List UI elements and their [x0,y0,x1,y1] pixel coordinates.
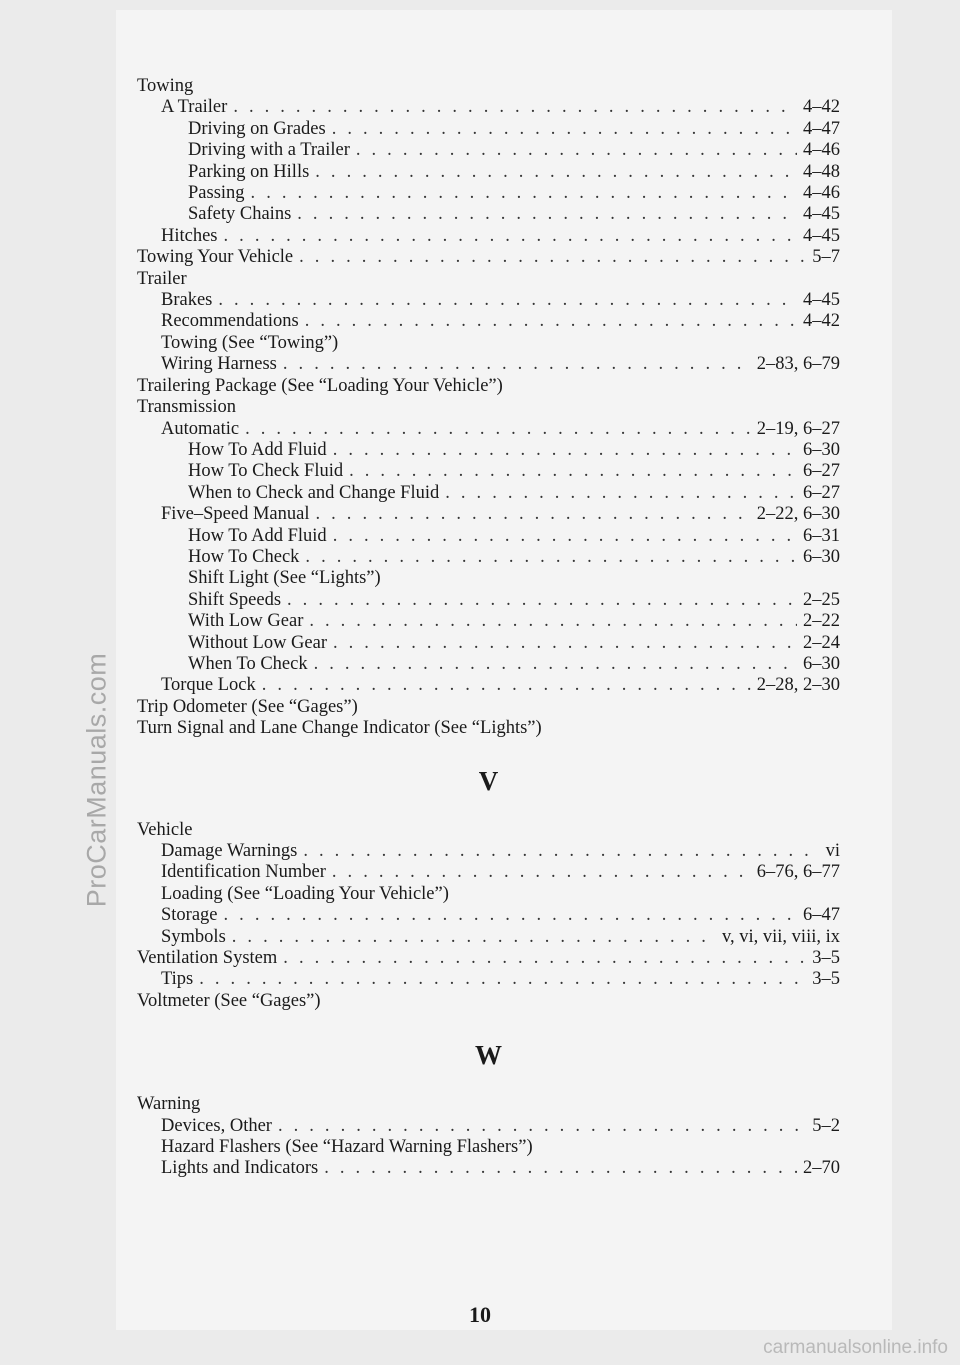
index-entry [137,290,840,311]
index-entry-label: Shift Speeds [188,589,282,610]
index-entry-page: 3–5 [812,969,840,990]
index-entry-page: 6–31 [803,525,840,546]
index-entry-page: 6–27 [803,461,840,482]
dot-leader [332,862,751,883]
index-entry [137,204,840,225]
section-letter-v: V [478,765,499,796]
index-entry-label: Towing (See “Towing”) [161,332,339,353]
dot-leader [297,204,797,225]
index-entry [137,376,840,397]
index-entry [137,969,840,990]
index-entry-label: Towing [137,76,194,96]
index-entry-page: 2–25 [803,589,840,610]
dot-leader [232,927,716,948]
dot-leader [314,654,797,675]
index-entry [137,440,840,461]
index-entry [137,905,840,926]
index-entry-page: 6–30 [803,439,840,460]
index-entry-label: Voltmeter (See “Gages”) [137,990,321,1011]
index-entry-label: Lights and Indicators [161,1158,319,1179]
index-entry-page: 4–48 [803,161,840,182]
index-entry-label: Automatic [161,418,240,439]
dot-leader [305,311,797,332]
index-entry-label: How To Check Fluid [188,461,344,482]
index-entry [137,504,840,525]
index-entry-label: Brakes [161,290,213,311]
index-entry [137,1158,840,1179]
watermark-procarmanuals: ProCarManuals.com [81,652,112,908]
index-entry-label: Safety Chains [188,204,292,225]
index-entry-page: vi [825,841,840,861]
index-entry-page: 6–30 [803,653,840,674]
index-entry [137,1137,840,1158]
index-entry-page: 2–70 [803,1158,840,1179]
index-entry-page: 6–47 [803,905,840,926]
index-entry [137,419,840,440]
index-entry [137,927,840,948]
index-entry-page: 4–45 [803,204,840,225]
index-entry [137,611,840,632]
index-entry-label: Towing Your Vehicle [137,247,294,268]
index-entry-label: How To Add Fluid [188,439,327,460]
index-entry-page: 6–27 [803,482,840,503]
index-entry-label: Warning [137,1094,201,1115]
index-entry-page: 5–2 [812,1115,840,1136]
index-entry-label: Driving with a Trailer [188,140,350,161]
index-entry [137,269,840,290]
dot-leader [315,162,797,183]
dot-leader [305,547,797,568]
dot-leader [218,290,797,311]
index-entry [137,633,840,654]
dot-leader [324,1158,797,1179]
index-entry-page: 3–5 [812,948,840,969]
index-entry-label: Parking on Hills [188,161,310,182]
index-entry-label: Torque Lock [161,675,256,696]
dot-leader [283,354,751,375]
index-entry [137,547,840,568]
index-entry-page: v, vi, vii, viii, ix [721,926,840,947]
index-entry-label: Identification Number [161,862,326,883]
index-entry-label: How To Add Fluid [188,525,327,546]
index-entry-label: How To Check [188,546,300,567]
index-entry-label: Damage Warnings [161,841,298,861]
index-entry [137,97,840,118]
dot-leader [251,183,797,204]
index-entry-label: Trailer [137,268,187,289]
index-entry-label: Driving on Grades [188,118,326,139]
dot-leader [233,97,797,118]
index-entry [137,862,840,883]
section-letter-w: W [475,1040,502,1071]
dot-leader [356,140,797,161]
index-entry [137,884,840,905]
index-entry-label: Hitches [161,225,218,246]
index-entry-page: 2–83, 6–79 [756,354,840,375]
index-entry-page: 2–22 [803,611,840,632]
dot-leader [332,119,797,140]
dot-leader [316,504,751,525]
index-entry-page: 6–30 [803,546,840,567]
index-entry [137,140,840,161]
index-entry [137,948,840,969]
dot-leader [333,526,797,547]
index-entry [137,354,840,375]
index-entry-label: Shift Light (See “Lights”) [188,568,381,589]
index-entry [137,333,840,354]
index-entry-label: Transmission [137,397,237,418]
index-entry-label: Five–Speed Manual [161,504,310,525]
dot-leader [333,633,797,654]
index-entry-page: 2–22, 6–30 [756,504,840,525]
dot-leader [333,440,797,461]
index-entry [137,1116,840,1137]
index-entry-label: Wiring Harness [161,354,277,375]
index-entry [137,183,840,204]
index-entry [137,590,840,611]
index-entry-label: When To Check [188,653,308,674]
dot-leader [287,590,797,611]
index-entry [137,841,840,862]
index-entry-page: 5–7 [812,247,840,268]
dot-leader [283,948,806,969]
index-entry-label: Hazard Flashers (See “Hazard Warning Flashers”) [161,1137,533,1158]
index-entry [137,461,840,482]
index-entry [137,654,840,675]
dot-leader [303,841,819,862]
index-entry [137,820,840,841]
index-entry [137,1094,840,1115]
index-entry-page: 2–24 [803,632,840,653]
index-entry-page: 2–28, 2–30 [756,675,840,696]
index-entry [137,119,840,140]
index-entry-page: 4–45 [803,225,840,246]
index-entry-label: Trailering Package (See “Loading Your Vehicle”) [137,375,503,396]
index-entry-label: Tips [161,969,194,990]
index-list [137,76,840,1180]
index-entry-label: Trip Odometer (See “Gages”) [137,696,358,717]
index-entry-page: 6–76, 6–77 [756,862,840,883]
index-entry [137,162,840,183]
index-entry [137,697,840,718]
dot-leader [245,419,751,440]
index-entry-label: Without Low Gear [188,632,327,653]
dot-leader [445,483,797,504]
index-entry-page: 4–46 [803,140,840,161]
index-entry [137,718,840,739]
index-entry-label: A Trailer [161,97,228,118]
index-entry [137,76,840,97]
dot-leader [224,905,797,926]
index-entry-label: With Low Gear [188,611,304,632]
index-entry-page: 2–19, 6–27 [756,418,840,439]
index-entry [137,483,840,504]
index-entry [137,311,840,332]
index-entry-label: Vehicle [137,819,193,840]
dot-leader [278,1116,806,1137]
index-entry [137,675,840,696]
index-entry [137,526,840,547]
index-entry-label: Turn Signal and Lane Change Indicator (See “Lights”) [137,718,542,739]
dot-leader [224,226,797,247]
index-entry-page: 4–42 [803,311,840,332]
dot-leader [262,675,751,696]
index-entry-label: Passing [188,183,245,204]
index-entry-label: Loading (See “Loading Your Vehicle”) [161,883,449,904]
index-entry [137,991,840,1012]
index-entry [137,247,840,268]
index-entry [137,397,840,418]
dot-leader [349,461,797,482]
index-entry [137,568,840,589]
index-entry-label: When to Check and Change Fluid [188,482,440,503]
index-entry-page: 4–46 [803,183,840,204]
index-entry-page: 4–45 [803,290,840,311]
index-entry-label: Devices, Other [161,1115,272,1136]
index-entry-label: Symbols [161,926,226,947]
index-entry-label: Storage [161,905,218,926]
index-entry-page: 4–47 [803,118,840,139]
dot-leader [199,969,806,990]
dot-leader [299,247,806,268]
index-entry-label: Recommendations [161,311,299,332]
index-entry [137,226,840,247]
page-number: 10 [469,1302,491,1327]
dot-leader [309,611,797,632]
index-entry-page: 4–42 [803,97,840,118]
watermark-carmanualsonline: carmanualsonline.info [763,1337,948,1358]
index-entry-label: Ventilation System [137,948,278,969]
